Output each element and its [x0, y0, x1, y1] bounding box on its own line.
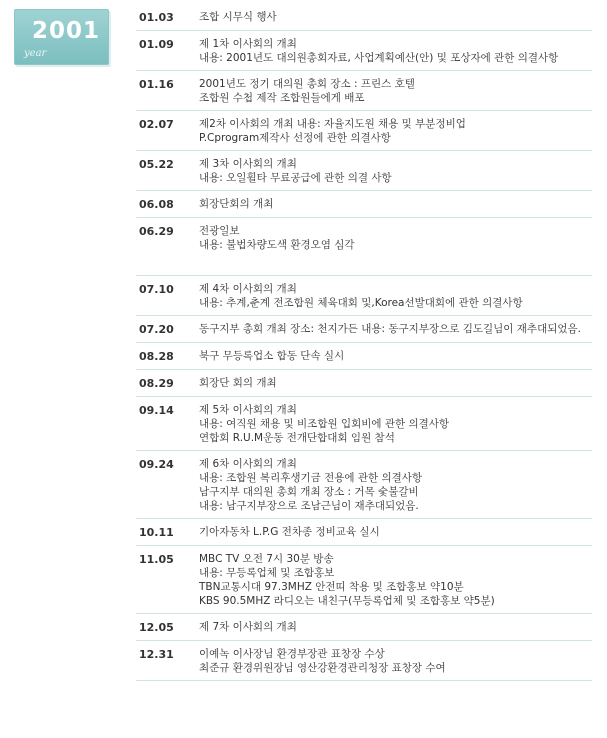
event-line: 기아자동차 L.P.G 전차종 정비교육 실시 — [199, 526, 380, 538]
event-line: 내용: 2001년도 대의원총회자료, 사업계획예산(안) 및 포상자에 관한 의결사항 — [199, 52, 559, 64]
event-description — [199, 620, 592, 634]
event-description — [199, 552, 592, 608]
event-row — [136, 343, 592, 370]
event-line: 내용: 무등록업체 및 조합홍보 — [199, 567, 335, 579]
event-list — [136, 4, 592, 681]
event-row — [136, 397, 592, 451]
event-row — [136, 191, 592, 218]
event-date: 05.22 — [139, 158, 174, 171]
event-line: 연합회 R.U.M운동 전개단합대회 임원 참석 — [199, 432, 395, 444]
event-description — [199, 322, 592, 336]
event-row — [136, 519, 592, 546]
event-description — [199, 157, 592, 185]
event-date: 01.16 — [139, 78, 174, 91]
event-line: 남구지부 대의원 총회 개최 장소 : 거목 숯불갈비 — [199, 486, 419, 498]
event-description — [199, 647, 592, 675]
event-line: TBN교통시대 97.3MHZ 안전띠 착용 및 조합홍보 약10분 — [199, 581, 464, 593]
event-row — [136, 614, 592, 641]
event-line: 이예녹 이사장님 환경부장관 표창장 수상 — [199, 648, 385, 660]
event-line: 북구 무등록업소 합동 단속 실시 — [199, 350, 345, 362]
event-description — [199, 457, 592, 513]
event-line: 내용: 추계,춘계 전조합원 체육대회 및,Korea선발대회에 관한 의결사항 — [199, 297, 523, 309]
event-row — [136, 71, 592, 111]
event-line: KBS 90.5MHZ 라디오는 내친구(무등록업체 및 조합홍보 약5분) — [199, 595, 495, 607]
event-row — [136, 31, 592, 71]
year-label: year — [24, 48, 47, 59]
event-description — [199, 282, 592, 310]
year-badge — [14, 9, 109, 65]
event-line: 내용: 불법차량도색 환경오염 심각 — [199, 239, 355, 251]
event-date: 07.20 — [139, 323, 174, 336]
event-line: 2001년도 정기 대의원 총회 장소 : 프린스 호텔 — [199, 78, 415, 90]
event-row — [136, 546, 592, 614]
event-row — [136, 151, 592, 191]
event-date: 10.11 — [139, 526, 174, 539]
event-date: 09.14 — [139, 404, 174, 417]
event-line: 회장단회의 개최 — [199, 198, 274, 210]
event-row — [136, 218, 592, 276]
event-date: 02.07 — [139, 118, 174, 131]
event-line: 제 4차 이사회의 개최 — [199, 283, 297, 295]
event-description — [199, 376, 592, 390]
event-row — [136, 111, 592, 151]
event-description — [199, 77, 592, 105]
event-description — [199, 197, 592, 211]
event-date: 06.08 — [139, 198, 174, 211]
event-date: 09.24 — [139, 458, 174, 471]
event-date: 12.31 — [139, 648, 174, 661]
event-row — [136, 276, 592, 316]
event-description — [199, 37, 592, 65]
event-line: 제 1차 이사회의 개최 — [199, 38, 297, 50]
event-line: 제 6차 이사회의 개최 — [199, 458, 297, 470]
event-row — [136, 641, 592, 681]
event-line: MBC TV 오전 7시 30분 방송 — [199, 553, 334, 565]
event-line: 내용: 오일휠타 무료공급에 관한 의결 사항 — [199, 172, 392, 184]
event-line: 내용: 여직원 채용 및 비조합원 입회비에 관한 의결사항 — [199, 418, 450, 430]
event-description — [199, 525, 592, 539]
event-description — [199, 10, 592, 24]
event-date: 01.03 — [139, 11, 174, 24]
event-line: 전광일보 — [199, 225, 240, 237]
event-date: 01.09 — [139, 38, 174, 51]
event-description — [199, 349, 592, 363]
event-description — [199, 117, 592, 145]
event-row — [136, 4, 592, 31]
event-date: 11.05 — [139, 553, 174, 566]
event-line: 조합 시무식 행사 — [199, 11, 277, 23]
event-row — [136, 316, 592, 343]
event-date: 07.10 — [139, 283, 174, 296]
event-line: 제 5차 이사회의 개최 — [199, 404, 297, 416]
event-line: 제2차 이사회의 개최 내용: 자율지도원 채용 및 부분정비업 — [199, 118, 466, 130]
event-line: 내용: 조합원 복리후생기금 전용에 관한 의결사항 — [199, 472, 423, 484]
event-line: 내용: 남구지부장으로 조남근님이 재추대되었음. — [199, 500, 419, 512]
event-line: P.Cprogram제작사 선정에 관한 의결사항 — [199, 132, 391, 144]
event-line: 최준규 환경위원장님 영산강환경관리청장 표창장 수여 — [199, 662, 446, 674]
event-date: 08.28 — [139, 350, 174, 363]
event-date: 08.29 — [139, 377, 174, 390]
event-line: 제 3차 이사회의 개최 — [199, 158, 297, 170]
event-date: 06.29 — [139, 225, 174, 238]
year-number: 2001 — [31, 18, 100, 44]
event-line: 동구지부 총회 개최 장소: 천지가든 내용: 동구지부장으로 김도길님이 재추대되었음. — [199, 323, 581, 335]
event-row — [136, 370, 592, 397]
event-date: 12.05 — [139, 621, 174, 634]
event-line: 조합원 수첩 제작 조합원들에게 배포 — [199, 92, 365, 104]
event-row — [136, 451, 592, 519]
event-description — [199, 403, 592, 445]
event-line: 회장단 회의 개최 — [199, 377, 277, 389]
event-line: 제 7차 이사회의 개최 — [199, 621, 297, 633]
event-description — [199, 224, 592, 252]
